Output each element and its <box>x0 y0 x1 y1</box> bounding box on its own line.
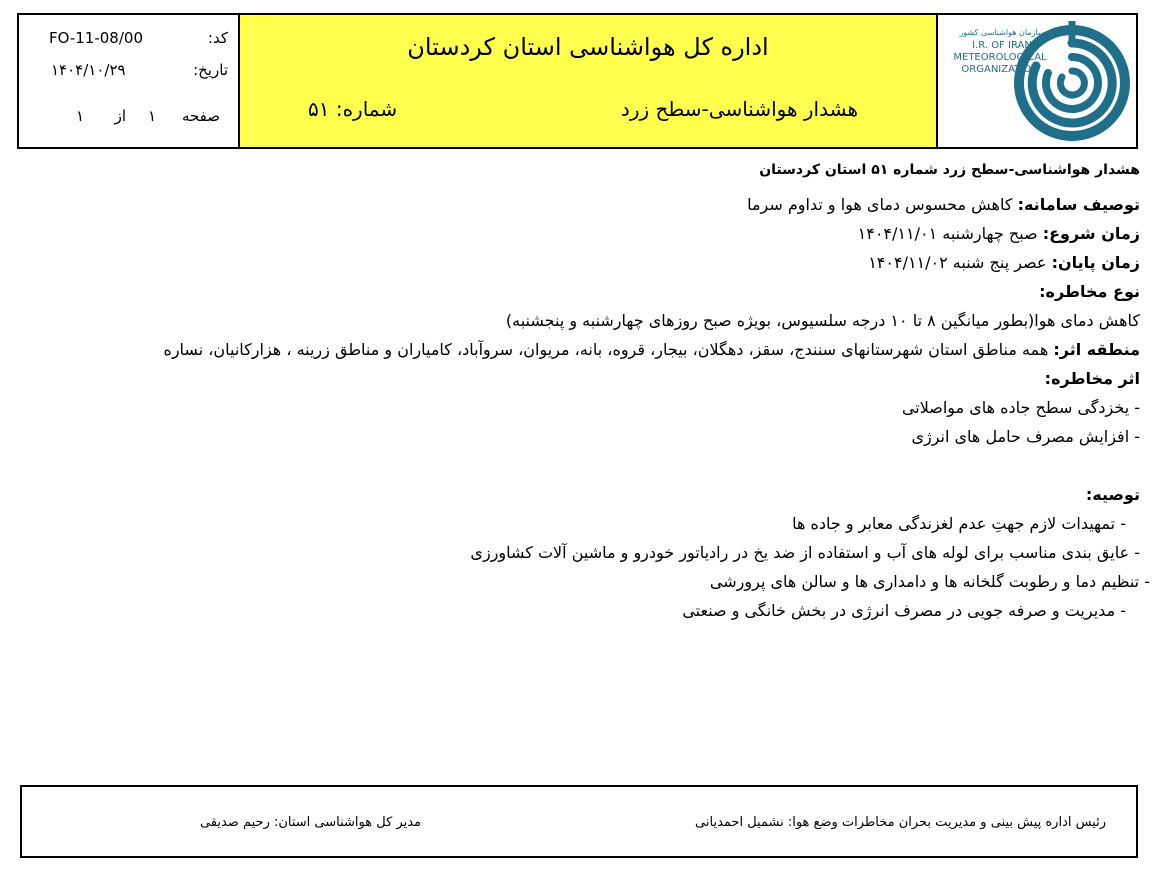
logo-text-line2: METEOROLOGICAL <box>953 52 1047 63</box>
page-current: ۱ <box>147 107 156 125</box>
end-time <box>0 248 1140 277</box>
recommendations-label: توصیه: <box>1085 485 1140 504</box>
logo-text-line1: I.R. OF IRAN <box>972 40 1032 51</box>
signature-box <box>20 785 1138 858</box>
hazard-type-value: کاهش دمای هوا(بطور میانگین ۸ تا ۱۰ درجه سلسیوس، بویژه صبح روزهای چهارشنبه و پنجشنبه) <box>505 311 1140 330</box>
start-value: صبح چهارشنبه ۱۴۰۴/۱۱/۰۱ <box>857 224 1043 243</box>
page-of-label: از <box>114 107 126 125</box>
area-label: منطقه اثر: <box>1053 340 1140 359</box>
area-value: همه مناطق استان شهرستانهای سنندج، سقز، دهگلان، بیجار، قروه، بانه، مریوان، سروآباد، کامیاران و مناطق زرینه ، هزارکانیان، نساره <box>163 340 1054 359</box>
page-total: ۱ <box>75 107 84 125</box>
organization-title: اداره کل هواشناسی استان کردستان <box>407 33 769 61</box>
code-value: FO-11-08/00 <box>49 29 143 47</box>
start-label: زمان شروع: <box>1042 224 1140 243</box>
header-title-panel <box>240 15 938 147</box>
logo-text-line3: ORGANIZATION <box>961 64 1039 75</box>
warning-subtitle: هشدار هواشناسی-سطح زرد <box>620 97 858 121</box>
logo-text-fa: سازمان هواشناسی کشور <box>959 28 1045 37</box>
system-description <box>0 190 1140 219</box>
document-meta <box>19 15 240 147</box>
forecast-head-signature: رئیس اداره پیش بینی و مدیریت بحران مخاطرات وضع هوا: نشمیل احمدیانی <box>695 815 1106 830</box>
recommendation-item: - تمهیدات لازم جهتِ عدم لغزندگی معابر و جاده ها <box>792 514 1126 533</box>
recommendation-item: - مدیریت و صرفه جویی در مصرف انرژی در بخش خانگی و صنعتی <box>682 601 1126 620</box>
warning-heading: هشدار هواشناسی-سطح زرد شماره ۵۱ استان کردستان <box>759 162 1140 178</box>
end-label: زمان پایان: <box>1051 253 1140 272</box>
affected-area <box>10 335 1140 364</box>
recommendation-item: - عایق بندی مناسب برای لوله های آب و استفاده از ضد یخ در رادیاتور خودرو و ماشین آلات کشاورزی <box>470 543 1140 562</box>
end-value: عصر پنج شنبه ۱۴۰۴/۱۱/۰۲ <box>868 253 1052 272</box>
logo-panel <box>938 15 1136 147</box>
effect-item: - افزایش مصرف حامل های انرژی <box>911 427 1140 446</box>
hazard-type-label: نوع مخاطره: <box>1039 282 1140 301</box>
effects-label: اثر مخاطره: <box>1044 369 1140 388</box>
start-time <box>0 219 1140 248</box>
effect-item: - یخزدگی سطح جاده های مواصلاتی <box>901 398 1140 417</box>
date-label: تاریخ: <box>193 61 228 79</box>
recommendation-item: - تنظیم دما و رطوبت گلخانه ها و دامداری ها و سالن های پرورشی <box>709 572 1150 591</box>
warning-number: شماره: ۵۱ <box>308 97 398 121</box>
description-value: کاهش محسوس دمای هوا و تداوم سرما <box>747 195 1018 214</box>
warning-body <box>0 160 1150 625</box>
page-label: صفحه <box>181 107 220 125</box>
date-value: ۱۴۰۴/۱۰/۲۹ <box>51 61 126 79</box>
director-signature: مدیر کل هواشناسی استان: رحیم صدیقی <box>199 815 421 830</box>
description-label: توصیف سامانه: <box>1017 195 1140 214</box>
meteorological-organization-logo <box>944 21 1130 145</box>
code-label: کد: <box>207 29 228 47</box>
document-header <box>17 13 1138 149</box>
